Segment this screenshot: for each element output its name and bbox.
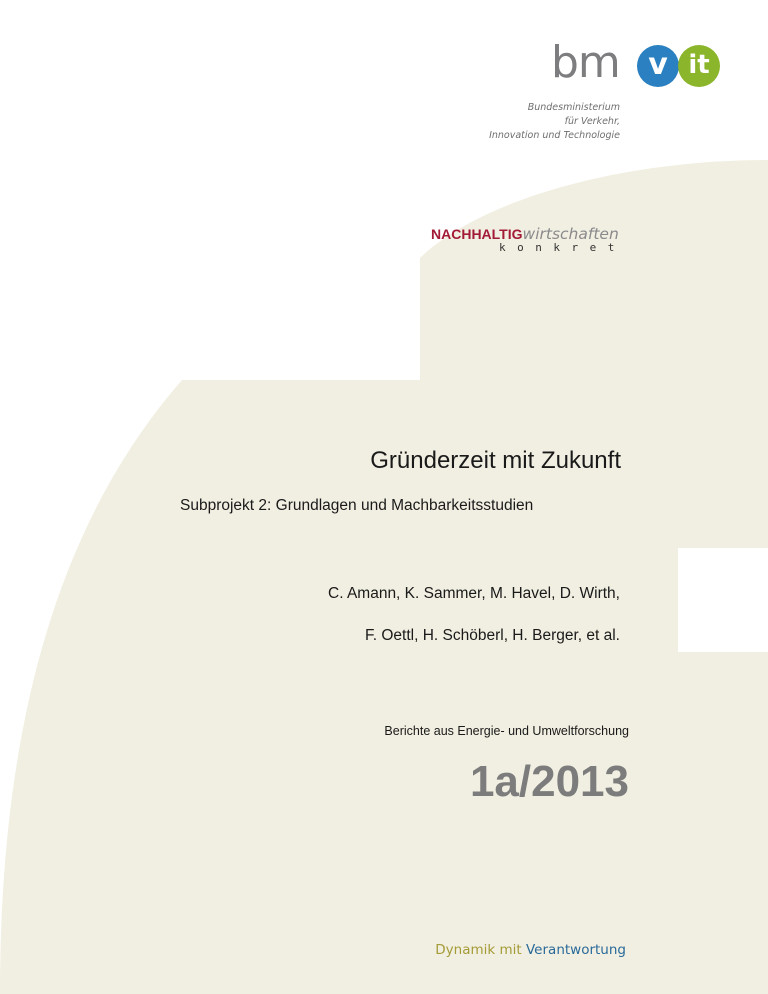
- ministry-line-1: Bundesministerium: [527, 102, 620, 113]
- bmvit-logo-v: v: [637, 45, 679, 87]
- ministry-line-2: für Verkehr,: [564, 116, 620, 127]
- report-subtitle: Subprojekt 2: Grundlagen und Machbarkeitsstudien: [180, 497, 534, 514]
- report-number: 1a/2013: [469, 757, 629, 806]
- ministry-line-3: Innovation und Technologie: [489, 130, 620, 141]
- motto-part-1: Dynamik mit: [435, 942, 522, 958]
- bmvit-logo-bm: bm: [551, 37, 620, 88]
- ministry-name: [489, 101, 620, 143]
- program-logo-nachhaltig: NACHHALTIG: [431, 226, 523, 242]
- motto: [435, 942, 626, 958]
- motto-part-2: Verantwortung: [526, 942, 626, 958]
- report-series: Berichte aus Energie- und Umweltforschung: [384, 724, 629, 738]
- program-logo-wirtschaften: wirtschaften: [522, 225, 619, 243]
- bmvit-logo-it: it: [678, 45, 720, 87]
- authors-line-2: F. Oettl, H. Schöberl, H. Berger, et al.: [365, 627, 620, 644]
- program-logo-konkret: konkret: [499, 241, 626, 254]
- authors-line-1: C. Amann, K. Sammer, M. Havel, D. Wirth,: [328, 585, 620, 602]
- report-title: Gründerzeit mit Zukunft: [370, 447, 621, 474]
- background-t-shape: [420, 160, 768, 994]
